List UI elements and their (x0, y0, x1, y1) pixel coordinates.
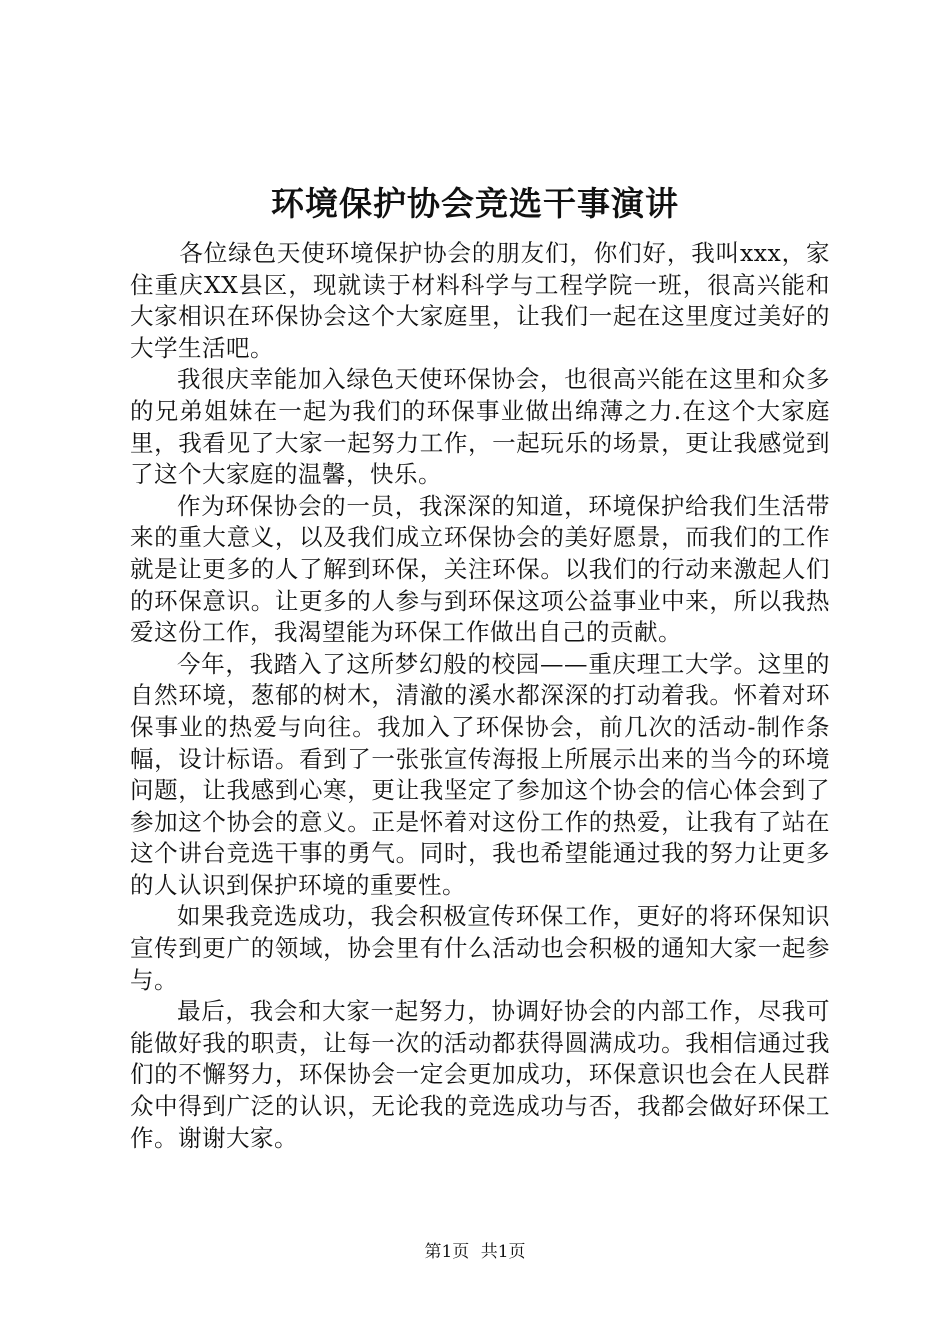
paragraph: 作为环保协会的一员，我深深的知道，环境保护给我们生活带来的重大意义，以及我们成立环保协会的美好愿景，而我们的工作就是让更多的人了解到环保，关注环保。以我们的行动来激起人们的环保意识。让更多的人参与到环保这项公益事业中来，所以我热爱这份工作，我渴望能为环保工作做出自己的贡献。 (130, 491, 830, 647)
paragraph: 我很庆幸能加入绿色天使环保协会，也很高兴能在这里和众多的兄弟姐妹在一起为我们的环保事业做出绵薄之力.在这个大家庭里，我看见了大家一起努力工作，一起玩乐的场景，更让我感觉到了这个大家庭的温馨，快乐。 (130, 365, 830, 489)
page-number: 第1页 (424, 1242, 470, 1262)
page-footer (0, 1240, 950, 1264)
document-body (130, 238, 830, 1154)
paragraph: 最后，我会和大家一起努力，协调好协会的内部工作，尽我可能做好我的职责，让每一次的活动都获得圆满成功。我相信通过我们的不懈努力，环保协会一定会更加成功，环保意识也会在人民群众中得到广泛的认识，无论我的竞选成功与否，我都会做好环保工作。谢谢大家。 (130, 997, 830, 1152)
paragraph: 今年，我踏入了这所梦幻般的校园——重庆理工大学。这里的自然环境，葱郁的树木，清澈的溪水都深深的打动着我。怀着对环保事业的热爱与向往。我加入了环保协会，前几次的活动-制作条幅，设计标语。看到了一张张宣传海报上所展示出来的当今的环境问题，让我感到心寒，更让我坚定了参加这个协会的信心体会到了参加这个协会的意义。正是怀着对这份工作的热爱，让我有了站在这个讲台竞选干事的勇气。同时，我也希望能通过我的努力让更多的人认识到保护环境的重要性。 (130, 649, 830, 899)
page-total: 共1页 (480, 1242, 526, 1262)
document-title: 环境保护协会竞选干事演讲 (271, 184, 679, 223)
paragraph: 各位绿色天使环境保护协会的朋友们，你们好，我叫xxx，家住重庆XX县区，现就读于材料科学与工程学院一班，很高兴能和大家相识在环保协会这个大家庭里，让我们一起在这里度过美好的大学生活吧。 (130, 239, 830, 362)
paragraph: 如果我竞选成功，我会积极宣传环保工作，更好的将环保知识宣传到更广的领域，协会里有什么活动也会积极的通知大家一起参与。 (130, 902, 830, 994)
